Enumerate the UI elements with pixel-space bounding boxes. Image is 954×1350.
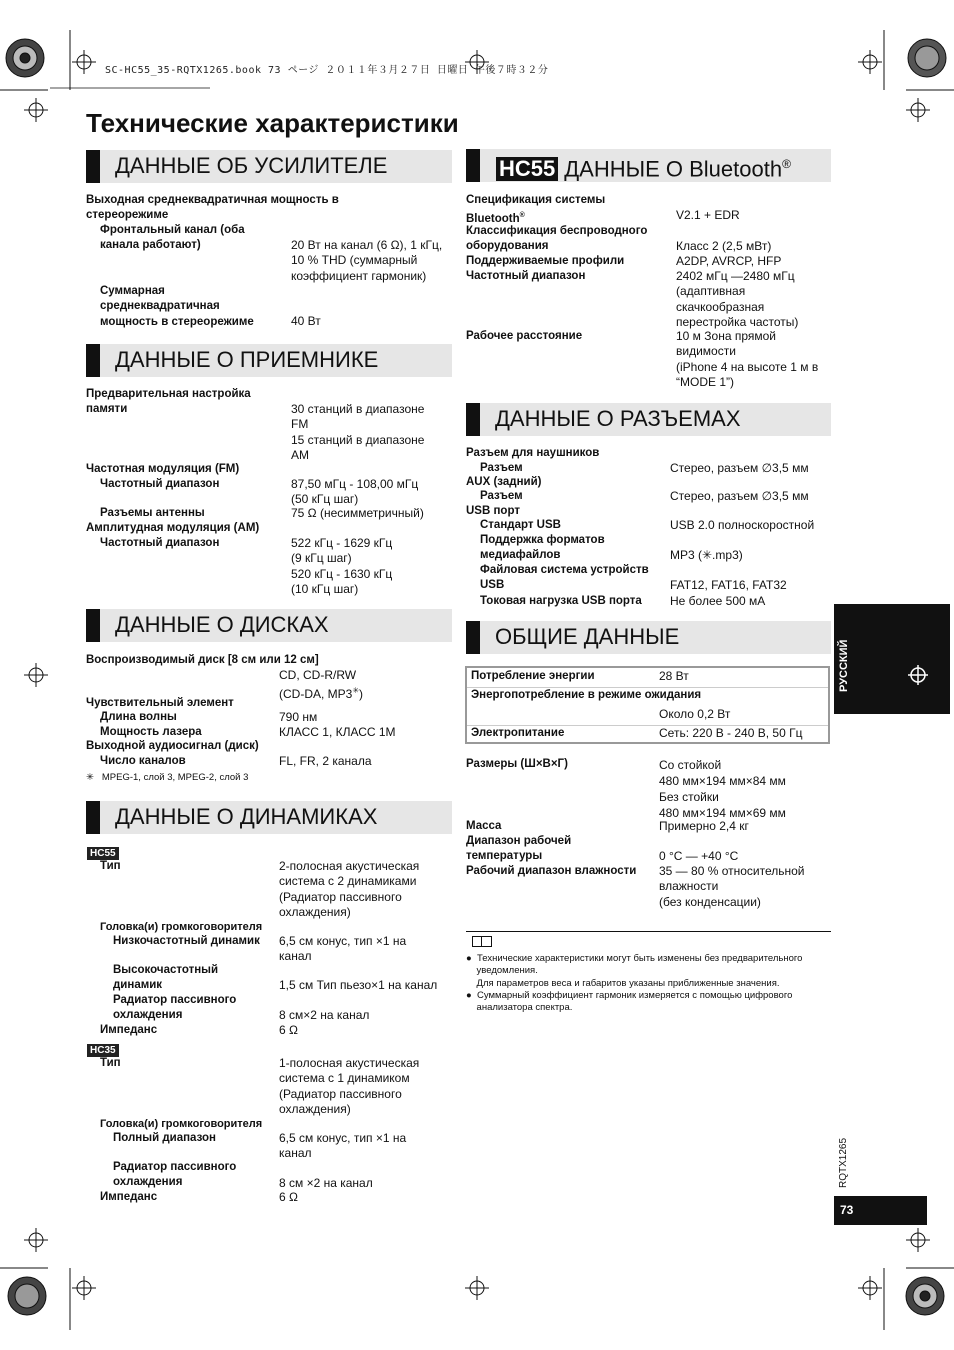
spec-value: 35 — 80 % относительной влажности (без конденсации) — [659, 864, 805, 909]
spec-label: Радиатор пассивного охлаждения — [113, 1161, 237, 1189]
spec-value: КЛАСС 1, КЛАСС 1M — [279, 725, 396, 739]
section-header-speakers — [86, 801, 452, 834]
section-header-bluetooth — [466, 149, 831, 182]
spec-value: 522 кГц - 1629 кГц (9 кГц шаг) 520 кГц - 1630 кГц (10 кГц шаг) — [291, 536, 393, 596]
section-title: ДАННЫЕ О ДИНАМИКАХ — [115, 804, 378, 829]
spec-value: 6 Ω — [279, 1190, 298, 1204]
spec-label: Амплитудная модуляция (AM) — [86, 522, 260, 534]
spec-label: Выходная среднеквадратичная мощность в стереорежиме — [86, 194, 339, 222]
crosshair-icon — [908, 665, 928, 685]
spec-value: Примерно 2,4 кг — [659, 819, 749, 833]
spec-value: 6 Ω — [279, 1023, 298, 1037]
divider — [466, 931, 831, 932]
spec-value: A2DP, AVRCP, HFP — [676, 254, 782, 268]
footnote-star-icon: ✳ — [352, 686, 360, 696]
spec-label: Частотный диапазон — [100, 537, 220, 549]
spec-value: FL, FR, 2 канала — [279, 754, 372, 768]
model-badge-hc55: HC55 — [496, 157, 558, 181]
spec-label: Частотный диапазон — [100, 478, 220, 490]
spec-value: 1,5 см Тип пьезо×1 на канал — [279, 978, 438, 992]
spec-label: Головка(и) громкоговорителя — [100, 1118, 263, 1130]
spec-label: USB порт — [466, 505, 520, 517]
spec-label: Частотный диапазон — [466, 270, 586, 282]
section-header-connectors — [466, 403, 831, 436]
spec-label: Электропитание — [471, 727, 565, 739]
spec-value: Не более 500 мА — [670, 594, 766, 608]
section-header-amplifier — [86, 150, 452, 183]
model-badge-hc55: HC55 — [87, 847, 119, 860]
spec-value: 2-полосная акустическая система с 2 динамиками (Радиатор пассивного охлаждения) — [279, 859, 420, 919]
spec-value: 2402 мГц —2480 мГц (адаптивная скачкообразная перестройка частоты) — [676, 269, 799, 329]
spec-label: Потребление энергии — [471, 670, 595, 682]
spec-value: 30 станций в диапазоне FM 15 станций в диапазоне AM — [291, 402, 425, 462]
spec-value: Стерео, разъем ∅3,5 мм — [670, 489, 809, 503]
spec-value: Класс 2 (2,5 мВт) — [676, 239, 772, 253]
spec-value: 0 °C — +40 °C — [659, 849, 739, 863]
spec-value: Со стойкой 480 мм×194 мм×84 мм Без стойки 480 мм×194 мм×69 мм — [659, 758, 786, 820]
spec-value: V2.1 + EDR — [676, 208, 740, 222]
registered-mark: ® — [782, 157, 791, 171]
page-number-box — [834, 1196, 927, 1225]
section-header-receiver — [86, 344, 452, 377]
spec-value: 75 Ω (несимметричный) — [291, 506, 424, 520]
spec-label: Разъем для наушников — [466, 447, 600, 459]
spec-value: Стерео, разъем ∅3,5 мм — [670, 461, 809, 475]
spec-value: USB 2.0 полноскоростной — [670, 518, 815, 532]
spec-label: Предварительная настройка памяти — [86, 388, 251, 416]
spec-value: 6,5 см конус, тип ×1 на канал — [279, 1131, 407, 1161]
spec-label: Диапазон рабочей температуры — [466, 835, 572, 863]
spec-value: 20 Вт на канал (6 Ω), 1 кГц, 10 % THD (суммарный коэффициент гармоник) — [291, 238, 443, 283]
spec-label: Поддерживаемые профили — [466, 255, 625, 267]
model-badge-hc35: HC35 — [87, 1044, 119, 1057]
spec-label: Разъем — [480, 462, 523, 474]
spec-value: MP3 (✳.mp3) — [670, 548, 743, 562]
spec-label: Файловая система устройств USB — [480, 564, 649, 592]
section-header-discs — [86, 609, 452, 642]
spec-label: Радиатор пассивного охлаждения — [113, 994, 237, 1022]
spec-value: 87,50 мГц - 108,00 мГц (50 кГц шаг) — [291, 477, 419, 507]
spec-value: 790 нм — [279, 710, 318, 724]
spec-label: Чувствительный элемент — [86, 697, 234, 709]
spec-value: Около 0,2 Вт — [659, 707, 731, 721]
print-header-line: SC-HC55_35-RQTX1265.book 73 ページ ２０１１年３月２７日 日曜日 午後７時３２分 — [105, 65, 549, 76]
section-title: ДАННЫЕ О ПРИЕМНИКЕ — [115, 347, 379, 372]
spec-value: 1-полосная акустическая система с 1 динамиком (Радиатор пассивного охлаждения) — [279, 1056, 420, 1116]
spec-label: Поддержка форматов медиафайлов — [480, 534, 605, 562]
section-title: ОБЩИЕ ДАННЫЕ — [495, 624, 680, 649]
spec-label: Длина волны — [100, 711, 177, 723]
spec-label: Низкочастотный динамик — [113, 935, 260, 947]
section-title: ДАННЫЕ О ДИСКАХ — [115, 612, 329, 637]
spec-value: CD, CD-R/RW (CD-DA, MP3✳) — [279, 668, 364, 702]
section-title: ДАННЫЕ О РАЗЪЕМАХ — [495, 406, 741, 431]
section-title: ДАННЫЕ О Bluetooth — [564, 156, 783, 182]
spec-label: Разъем — [480, 490, 523, 502]
spec-label: Импеданс — [100, 1191, 158, 1203]
spec-label: Спецификация системы Bluetooth® — [466, 194, 606, 226]
spec-label: Воспроизводимый диск [8 см или 12 см] — [86, 654, 319, 666]
spec-label: Мощность лазера — [100, 726, 202, 738]
spec-label: AUX (задний) — [466, 476, 542, 488]
spec-label: Выходной аудиосигнал (диск) — [86, 740, 259, 752]
spec-label: Рабочий диапазон влажности — [466, 865, 637, 877]
spec-label: Частотная модуляция (FM) — [86, 463, 240, 475]
spec-label: Головка(и) громкоговорителя — [100, 921, 263, 933]
spec-label: Размеры (Ш×В×Г) — [466, 758, 568, 770]
spec-label: Импеданс — [100, 1024, 158, 1036]
spec-value: FAT12, FAT16, FAT32 — [670, 578, 787, 592]
footnote: ✳ MPEG-1, слой 3, MPEG-2, слой 3 — [86, 772, 249, 783]
spec-label: Число каналов — [100, 755, 186, 767]
spec-value: 8 см×2 на канал — [279, 1008, 370, 1022]
spec-value: 40 Вт — [291, 314, 321, 328]
book-icon — [472, 936, 492, 947]
spec-label: Разъемы антенны — [100, 507, 205, 519]
spec-label: Тип — [100, 860, 121, 872]
spec-label: Рабочее расстояние — [466, 330, 583, 342]
language-tab-label: РУССКИЙ — [838, 639, 850, 692]
spec-value: 10 м Зона прямой видимости (iPhone 4 на высоте 1 м в “MODE 1”) — [676, 329, 819, 389]
section-header-general — [466, 621, 831, 654]
spec-value: 28 Вт — [659, 669, 689, 683]
spec-label: Токовая нагрузка USB порта — [480, 595, 642, 607]
spec-label: Фронтальный канал (оба канала работают) — [100, 224, 245, 252]
spec-label: Тип — [100, 1057, 121, 1069]
spec-label: Масса — [466, 820, 502, 832]
spec-value: 8 см ×2 на канал — [279, 1176, 373, 1190]
spec-label: Энергопотребление в режиме ожидания — [471, 689, 702, 701]
section-title: ДАННЫЕ ОБ УСИЛИТЕЛЕ — [115, 153, 388, 178]
notes: ● Технические характеристики могут быть изменены без предварительного уведомления. Для параметров веса и габаритов указаны приближенные значения. ● Суммарный коэффициент гармоник измеряется с помощью цифрового анализатора спектра. — [466, 953, 803, 1014]
language-tab — [834, 604, 950, 714]
spec-label: Суммарная среднеквадратичная мощность в стереорежиме — [100, 285, 254, 328]
spec-label: Полный диапазон — [113, 1132, 216, 1144]
spec-label: Высокочастотный динамик — [113, 964, 219, 992]
spec-label: Стандарт USB — [480, 519, 561, 531]
spec-value: 6,5 см конус, тип ×1 на канал — [279, 934, 407, 964]
spec-label: Классификация беспроводного оборудования — [466, 225, 648, 253]
spec-value: Сеть: 220 В - 240 В, 50 Гц — [659, 726, 803, 740]
page-number: 73 — [840, 1203, 854, 1217]
doc-code: RQTX1265 — [838, 1137, 849, 1188]
page-title: Технические характеристики — [86, 108, 459, 138]
